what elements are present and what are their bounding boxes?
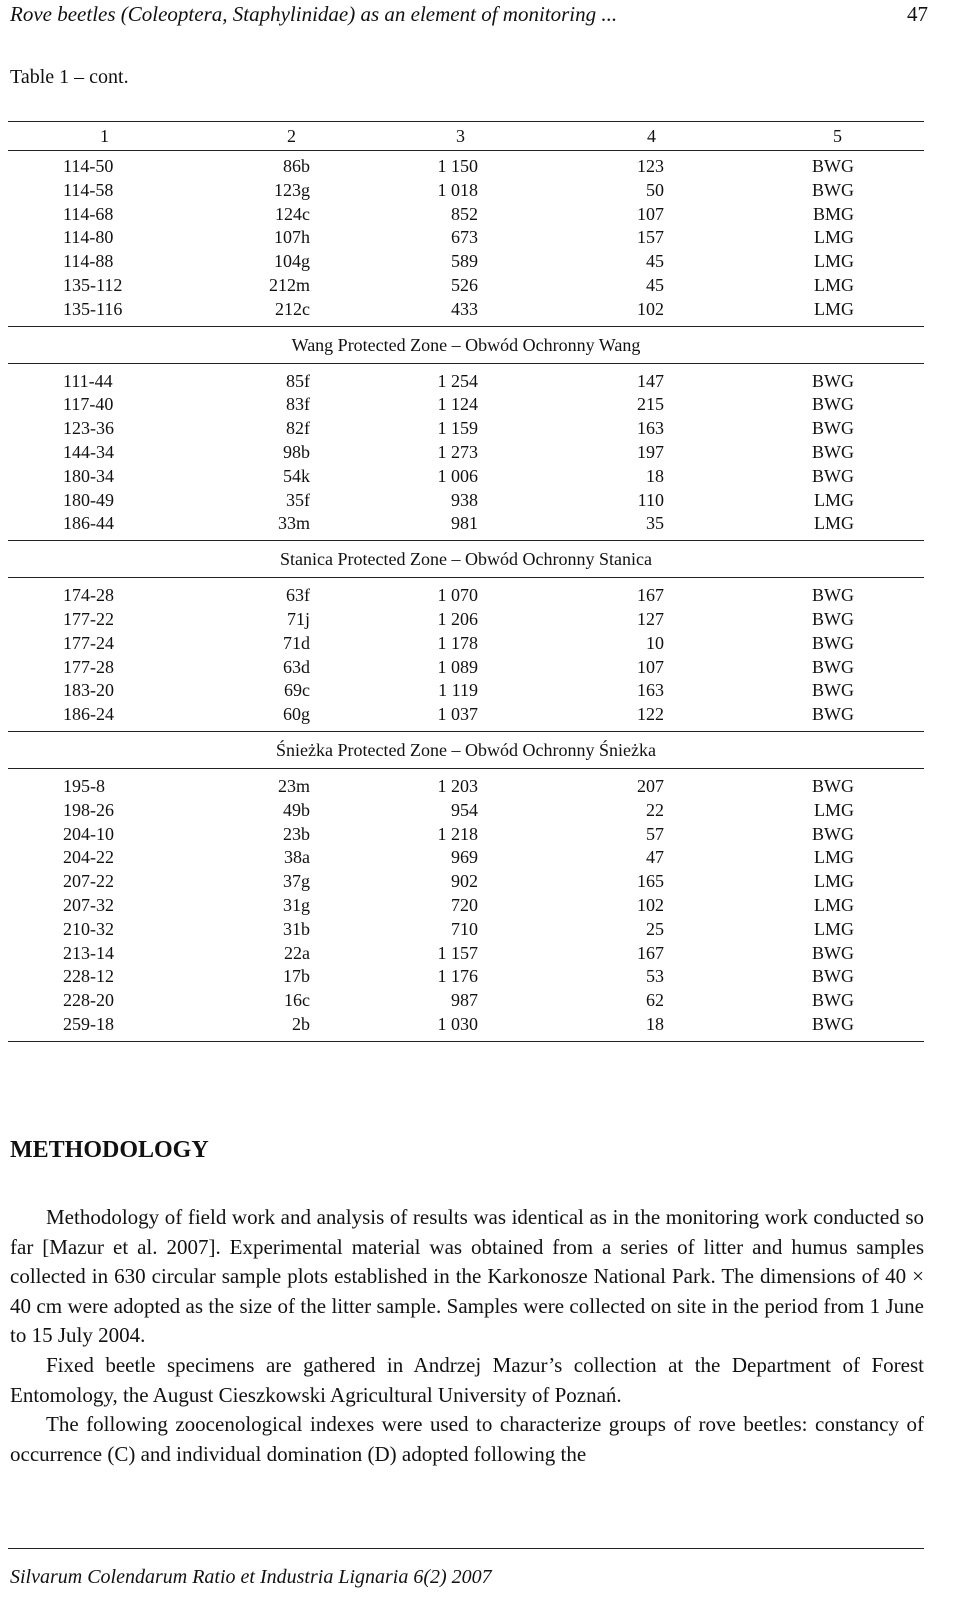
table-cell: LMG	[814, 274, 854, 295]
table-cell: BWG	[812, 179, 854, 200]
table-cell: 186-44	[63, 513, 114, 534]
table-cell: LMG	[814, 298, 854, 319]
table-cell: 195-8	[63, 775, 105, 796]
table-caption: Table 1 – cont.	[10, 66, 129, 88]
table-row	[8, 465, 924, 489]
table-cell: 85f	[286, 370, 310, 391]
table-cell: 107	[637, 656, 664, 677]
table-cell: 98b	[283, 441, 310, 462]
column-header: 1	[100, 126, 109, 146]
table-row	[8, 846, 924, 870]
table-cell: BWG	[812, 990, 854, 1011]
table-cell: 1 206	[437, 608, 478, 629]
table-cell: 22a	[284, 942, 310, 963]
table-cell: 31g	[283, 894, 310, 915]
table-cell: BWG	[812, 156, 854, 176]
table-cell: 710	[451, 918, 478, 939]
table-cell: 1 218	[437, 823, 478, 844]
table-cell: 123-36	[63, 418, 114, 439]
paragraph: The following zoocenological indexes were used to characterize groups of rove beetles: constancy of occurrence (C) and individual domination (D) adopted following the	[10, 1412, 924, 1466]
table-cell: 71j	[286, 608, 310, 629]
table-row	[8, 656, 924, 680]
table-row	[8, 608, 924, 632]
paragraph: Methodology of field work and analysis of results was identical as in the monitoring work conducted so far [Mazur et al. 2007]. Experimental material was obtained from a series of litter and humus samples collected in 630 circular sample plots established in the Karkonosze National Park. The dimensions of 40 × 40 cm were adopted as the size of the litter sample. Samples were collected on site in the period from 1 June to 15 July 2004.	[10, 1205, 924, 1348]
section-body	[10, 1203, 924, 1469]
table-cell: 54k	[283, 465, 310, 486]
table-cell: 526	[451, 274, 478, 295]
data-table	[8, 121, 924, 1042]
table-cell: LMG	[814, 871, 854, 892]
footer-rule	[8, 1548, 924, 1549]
table-cell: 63f	[286, 585, 310, 606]
table-cell: 104g	[274, 251, 310, 272]
table-cell: 71d	[283, 632, 310, 653]
table-cell: 69c	[284, 680, 310, 701]
page-number: 47	[907, 2, 928, 26]
table-cell: 1 157	[437, 942, 478, 963]
table-cell: BWG	[812, 465, 854, 486]
table-cell: 45	[646, 274, 664, 295]
table-cell: 174-28	[63, 585, 114, 606]
table-cell: 673	[451, 227, 478, 248]
table-cell: 1 254	[437, 370, 478, 391]
table-cell: 1 089	[437, 656, 478, 677]
table-cell: 197	[637, 441, 664, 462]
table-cell: 50	[646, 179, 664, 200]
table-row	[8, 799, 924, 823]
table-cell: BWG	[812, 966, 854, 987]
table-row	[8, 679, 924, 703]
table-row	[8, 965, 924, 989]
table-cell: 157	[637, 227, 664, 248]
table-cell: BWG	[812, 775, 854, 796]
table-cell: 177-22	[63, 608, 114, 629]
table-cell: 33m	[277, 513, 310, 534]
column-header: 5	[833, 126, 842, 146]
table-cell: 167	[637, 942, 664, 963]
table-cell: 114-50	[63, 156, 114, 176]
table-cell: 163	[637, 680, 664, 701]
table-cell: 183-20	[63, 680, 114, 701]
table-cell: BWG	[812, 680, 854, 701]
table-cell: 22	[646, 799, 664, 820]
table-row	[8, 584, 924, 608]
table-cell: 981	[451, 513, 478, 534]
table-cell: 147	[637, 370, 664, 391]
table-row	[8, 632, 924, 656]
table-cell: 127	[637, 608, 664, 629]
table-row	[8, 512, 924, 536]
table-cell: 63d	[283, 656, 310, 677]
table-cell: 589	[451, 251, 478, 272]
table-cell: 144-34	[63, 441, 114, 462]
table-cell: 102	[637, 894, 664, 915]
table-cell: 31b	[283, 918, 310, 939]
table-row	[8, 393, 924, 417]
table-row	[8, 441, 924, 465]
table-cell: 204-10	[63, 823, 114, 844]
table-cell: 210-32	[63, 918, 114, 939]
table-cell: LMG	[814, 918, 854, 939]
table-cell: 1 150	[437, 156, 478, 176]
table-cell: 180-34	[63, 465, 114, 486]
table-cell: BWG	[812, 608, 854, 629]
table-cell: 35	[646, 513, 664, 534]
table-cell: 180-49	[63, 489, 114, 510]
table-cell: 1 159	[437, 418, 478, 439]
table-cell: 207-22	[63, 871, 114, 892]
table-row	[8, 823, 924, 847]
table-cell: BWG	[812, 942, 854, 963]
table-row	[8, 489, 924, 513]
table-cell: 135-116	[63, 298, 123, 319]
table-cell: 902	[451, 871, 478, 892]
table-cell: 114-88	[63, 251, 114, 272]
table-cell: 18	[646, 465, 664, 486]
table-cell: 852	[451, 203, 478, 224]
column-header: 4	[647, 126, 656, 146]
table-cell: 163	[637, 418, 664, 439]
table-cell: 215	[637, 394, 664, 415]
table-cell: 23m	[277, 775, 310, 796]
table-cell: 102	[637, 298, 664, 319]
table-cell: BWG	[812, 441, 854, 462]
table-cell: 114-68	[63, 203, 114, 224]
table-cell: 107h	[274, 227, 310, 248]
table-cell: BWG	[812, 1013, 854, 1034]
table-cell: 1 119	[438, 680, 478, 701]
table-cell: 198-26	[63, 799, 114, 820]
section-heading: METHODOLOGY	[10, 1137, 209, 1163]
table-row	[8, 870, 924, 894]
table-cell: 1 006	[437, 465, 478, 486]
table-section-title: Wang Protected Zone – Obwód Ochronny Wang	[291, 334, 641, 355]
running-title: Rove beetles (Coleoptera, Staphylinidae) as an element of monitoring ...	[10, 2, 618, 26]
table-cell: 123	[637, 156, 664, 176]
table-cell: 35f	[286, 489, 310, 510]
table-cell: 1 203	[437, 775, 478, 796]
table-row	[8, 703, 924, 727]
table-row	[8, 918, 924, 942]
column-header: 2	[287, 126, 296, 146]
table-cell: 111-44	[63, 370, 113, 391]
table-row	[8, 894, 924, 918]
table-cell: 212c	[275, 298, 310, 319]
table-cell: 165	[637, 871, 664, 892]
column-header: 3	[456, 126, 465, 146]
table-row	[8, 989, 924, 1013]
table-cell: LMG	[814, 894, 854, 915]
table-cell: 47	[646, 847, 664, 868]
table-cell: 167	[637, 585, 664, 606]
table-cell: 38a	[284, 847, 310, 868]
table-cell: 1 018	[437, 179, 478, 200]
table-row	[8, 370, 924, 394]
table-cell: 57	[646, 823, 664, 844]
table-row	[8, 250, 924, 274]
paragraph: Fixed beetle specimens are gathered in Andrzej Mazur’s collection at the Department of Forest Entomology, the August Cieszkowski Agricultural University of Poznań.	[10, 1352, 924, 1407]
table-cell: 1 030	[437, 1013, 478, 1034]
table-cell: 17b	[283, 966, 310, 987]
table-cell: 1 178	[437, 632, 478, 653]
table-cell: 938	[451, 489, 478, 510]
table-cell: BWG	[812, 632, 854, 653]
table-cell: 204-22	[63, 847, 114, 868]
table-cell: 259-18	[63, 1013, 114, 1034]
running-header	[10, 0, 928, 30]
table-cell: LMG	[814, 799, 854, 820]
table-cell: 82f	[286, 418, 310, 439]
table-row	[8, 274, 924, 298]
table-cell: 49b	[283, 799, 310, 820]
table-cell: 114-80	[63, 227, 114, 248]
table-cell: 969	[451, 847, 478, 868]
table-cell: 212m	[268, 274, 310, 295]
table-cell: 228-20	[63, 990, 114, 1011]
table-header-row	[8, 122, 924, 150]
table-cell: 213-14	[63, 942, 114, 963]
table-cell: BWG	[812, 656, 854, 677]
table-cell: 107	[637, 203, 664, 224]
table-cell: LMG	[814, 251, 854, 272]
table-row	[8, 942, 924, 966]
table-row	[8, 1013, 924, 1037]
table-cell: BWG	[812, 370, 854, 391]
table-cell: 720	[451, 894, 478, 915]
table-cell: 987	[451, 990, 478, 1011]
table-cell: 45	[646, 251, 664, 272]
table-cell: 53	[646, 966, 664, 987]
table-cell: 1 037	[437, 704, 478, 725]
table-cell: 1 070	[437, 585, 478, 606]
table-section-title: Śnieżka Protected Zone – Obwód Ochronny Śnieżka	[276, 739, 656, 760]
table-bottom-rule	[8, 1041, 924, 1042]
table-row	[8, 226, 924, 250]
table-cell: 954	[451, 799, 478, 820]
table-cell: 135-112	[63, 274, 123, 295]
table-cell: 207	[637, 775, 664, 796]
table-cell: 86b	[283, 156, 310, 176]
table-cell: BWG	[812, 704, 854, 725]
table-cell: 2b	[292, 1013, 310, 1034]
table-cell: BMG	[812, 203, 854, 224]
table-body	[8, 151, 924, 1042]
table-row	[8, 417, 924, 441]
table-row	[8, 298, 924, 322]
table-row	[8, 179, 924, 203]
table-cell: 18	[646, 1013, 664, 1034]
table-row	[8, 155, 924, 179]
table-cell: 25	[646, 918, 664, 939]
table-cell: 110	[637, 489, 664, 510]
table-cell: 186-24	[63, 704, 114, 725]
table-cell: 16c	[284, 990, 310, 1011]
running-footer: Silvarum Colendarum Ratio et Industria Lignaria 6(2) 2007	[10, 1566, 492, 1588]
table-cell: 123g	[274, 179, 310, 200]
table-cell: 60g	[283, 704, 310, 725]
table-cell: LMG	[814, 513, 854, 534]
table-cell: 117-40	[63, 394, 114, 415]
table-cell: 10	[646, 632, 664, 653]
table-cell: BWG	[812, 418, 854, 439]
table-row	[8, 203, 924, 227]
table-cell: 228-12	[63, 966, 114, 987]
table-cell: 124c	[275, 203, 310, 224]
table-cell: BWG	[812, 394, 854, 415]
table-cell: 1 273	[437, 441, 478, 462]
table-cell: 62	[646, 990, 664, 1011]
table-cell: 114-58	[63, 179, 114, 200]
table-cell: 122	[637, 704, 664, 725]
table-section-title: Stanica Protected Zone – Obwód Ochronny Stanica	[280, 549, 652, 570]
table-cell: 83f	[286, 394, 310, 415]
table-cell: LMG	[814, 489, 854, 510]
table-cell: 177-28	[63, 656, 114, 677]
table-cell: 23b	[283, 823, 310, 844]
table-cell: 433	[451, 298, 478, 319]
table-cell: LMG	[814, 847, 854, 868]
table-cell: LMG	[814, 227, 854, 248]
table-cell: 1 124	[437, 394, 478, 415]
table-cell: BWG	[812, 823, 854, 844]
table-row	[8, 775, 924, 799]
table-cell: BWG	[812, 585, 854, 606]
table-cell: 1 176	[437, 966, 478, 987]
table-cell: 177-24	[63, 632, 114, 653]
table-cell: 37g	[283, 871, 310, 892]
table-cell: 207-32	[63, 894, 114, 915]
